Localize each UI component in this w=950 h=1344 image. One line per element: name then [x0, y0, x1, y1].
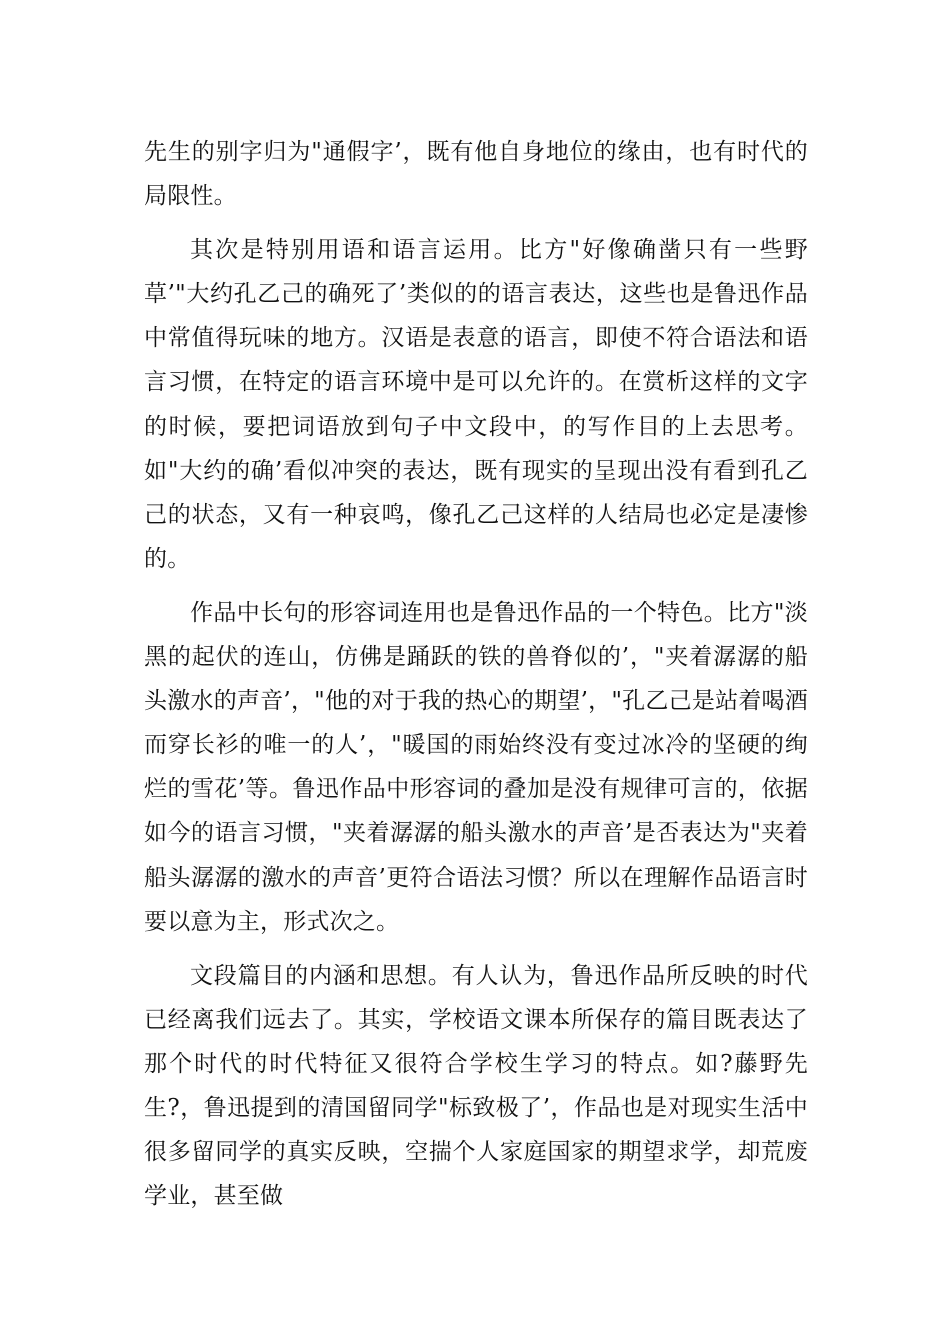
paragraph-adjective-usage: 作品中长句的形容词连用也是鲁迅作品的一个特色。比方"淡黑的起伏的连山，仿佛是踊跃的铁的兽脊似的’，"夹着潺潺的船头激水的声音’，"他的对于我的热心的期望’，"孔乙己是站着喝酒而穿长衫的唯一的人’，"暖国的雨始终没有变过冰冷的坚硬的绚烂的雪花’等。鲁迅作品中形容词的叠加是没有规律可言的，依据如今的语言习惯，"夹着潺潺的船头激水的声音’是否表达为"夹着船头潺潺的激水的声音’更符合语法习惯？所以在理解作品语言时要以意为主，形式次之。	[144, 599, 808, 935]
paragraph-continuation: 先生的别字归为"通假字’，既有他自身地位的缘由，也有时代的局限性。	[144, 139, 808, 210]
paragraph-special-language: 其次是特别用语和语言运用。比方"好像确凿只有一些野草’"大约孔乙己的确死了’类似的的语言表达，这些也是鲁迅作品中常值得玩味的地方。汉语是表意的语言，即使不符合语法和语言习惯，在特定的语言环境中是可以允许的。在赏析这样的文字的时候，要把词语放到句子中文段中，的写作目的上去思考。如"大约的确’看似冲突的表达，既有现实的呈现出没有看到孔乙己的状态，又有一种哀鸣，像孔乙己这样的人结局也必定是凄惨的。	[144, 237, 808, 572]
paragraph-content-thought: 文段篇目的内涵和思想。有人认为，鲁迅作品所反映的时代已经离我们远去了。其实，学校语文课本所保存的篇目既表达了那个时代的时代特征又很符合学校生学习的特点。如?藤野先生?，鲁迅提到的清国留同学"标致极了’，作品也是对现实生活中很多留同学的真实反映，空揣个人家庭国家的期望求学，却荒废学业，甚至做	[144, 962, 808, 1210]
document-body	[144, 130, 808, 1228]
